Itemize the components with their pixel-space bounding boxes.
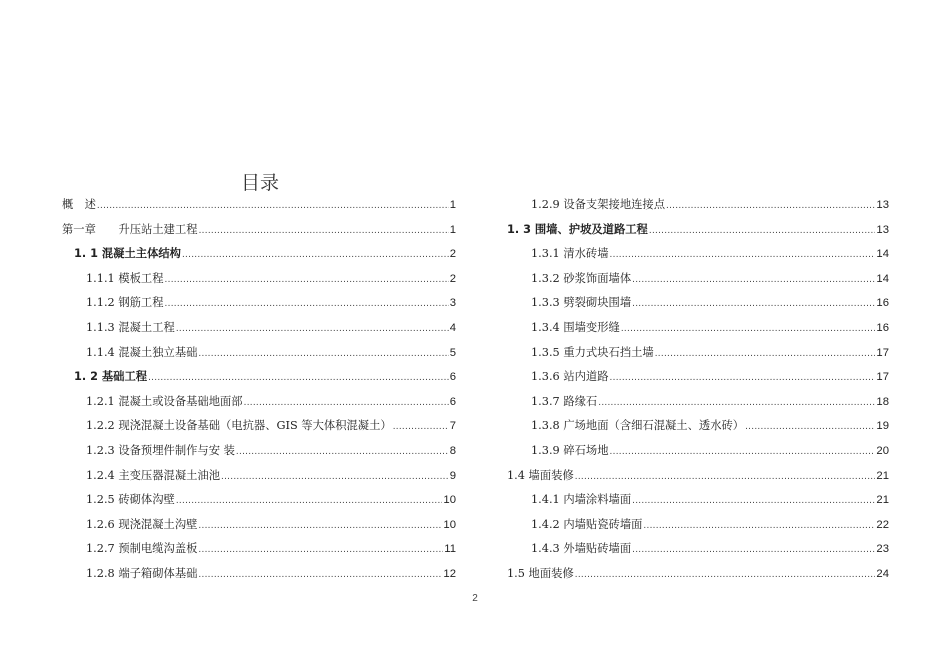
page-number: 2 <box>472 593 478 604</box>
toc-title: 目录 <box>240 172 279 194</box>
toc-entry-page: 23 <box>876 543 889 556</box>
toc-entry-page: 18 <box>876 395 889 408</box>
toc-entry-label: 1.2.9 设备支架接地连接点 <box>531 198 666 211</box>
toc-entry-label: 1.2.7 预制电缆沟盖板 <box>86 542 198 556</box>
toc-entry-label: 1.2.1 混凝土或设备基础地面部 <box>86 394 243 408</box>
toc-entry-label: 1.1.4 混凝土独立基础 <box>86 345 198 359</box>
toc-entry[interactable] <box>62 221 456 246</box>
toc-entry-label: 1.1.2 钢筋工程 <box>86 296 164 310</box>
toc-entry[interactable] <box>507 344 889 369</box>
toc-entry[interactable] <box>62 491 456 516</box>
dot-leader <box>198 348 448 359</box>
toc-entry-page: 14 <box>876 272 889 285</box>
dot-leader <box>610 249 876 260</box>
toc-entry[interactable] <box>62 245 456 270</box>
toc-entry[interactable] <box>62 319 456 344</box>
toc-entry-label: 1.3.2 砂浆饰面墙体 <box>531 271 632 285</box>
toc-entry[interactable] <box>62 393 456 418</box>
toc-entry[interactable] <box>62 442 456 467</box>
toc-entry[interactable] <box>62 294 456 319</box>
toc-entry-page: 14 <box>876 248 889 261</box>
dot-leader <box>165 298 449 309</box>
toc-entry-page: 7 <box>449 420 456 433</box>
toc-entry-page: 4 <box>449 321 456 334</box>
toc-entry-label: 1.4.2 内墙贴瓷砖墙面 <box>531 517 643 531</box>
toc-entry[interactable] <box>62 270 456 295</box>
dot-leader <box>666 200 875 211</box>
toc-entry-label: 1.1.3 混凝土工程 <box>86 320 175 334</box>
dot-leader <box>598 397 875 408</box>
dot-leader <box>176 495 443 506</box>
toc-entry[interactable] <box>507 221 889 246</box>
dot-leader <box>575 569 876 580</box>
toc-entry[interactable] <box>507 393 889 418</box>
toc-entry-page: 3 <box>449 297 456 310</box>
toc-entry[interactable] <box>507 442 889 467</box>
toc-entry-page: 11 <box>444 543 456 556</box>
toc-entry[interactable] <box>507 319 889 344</box>
toc-entry[interactable] <box>62 196 456 221</box>
toc-entry-label: 1.3.7 路缘石 <box>531 394 598 408</box>
toc-entry-label: 1.3.9 碎石场地 <box>531 443 609 457</box>
toc-entry[interactable] <box>62 368 456 393</box>
dot-leader <box>176 323 449 334</box>
toc-entry-page: 1 <box>449 199 456 211</box>
dot-leader <box>632 298 875 309</box>
toc-entry-label: 1.4.3 外墙贴砖墙面 <box>531 542 632 556</box>
toc-entry[interactable] <box>507 491 889 516</box>
toc-entry-page: 17 <box>876 371 889 384</box>
dot-leader <box>182 249 449 260</box>
toc-entry-page: 22 <box>876 518 889 531</box>
toc-entry[interactable] <box>507 540 889 565</box>
toc-entry-page: 10 <box>443 518 456 531</box>
toc-entry-label: 1. 3 围墙、护坡及道路工程 <box>507 222 648 236</box>
toc-entry-page: 5 <box>449 346 456 359</box>
toc-entry-label: 1.2.8 端子箱砌体基础 <box>86 566 198 580</box>
dot-leader <box>198 520 442 531</box>
toc-entry-label: 1.4.1 内墙涂料墙面 <box>531 493 632 507</box>
toc-entry-label: 1.5 地面装修 <box>507 566 574 580</box>
toc-entry[interactable] <box>507 294 889 319</box>
toc-entry-page: 21 <box>876 494 889 507</box>
toc-entry-page: 6 <box>449 395 456 408</box>
toc-entry[interactable] <box>507 368 889 393</box>
dot-leader <box>621 323 876 334</box>
toc-entry-label: 1.3.3 劈裂砌块围墙 <box>531 296 632 310</box>
toc-entry-page: 10 <box>443 494 456 507</box>
toc-entry-label: 1. 2 基础工程 <box>74 370 148 384</box>
toc-entry[interactable] <box>62 344 456 369</box>
toc-entry-label: 1.2.6 现浇混凝土沟壁 <box>86 517 198 531</box>
toc-entry-label: 1.3.6 站内道路 <box>531 370 609 384</box>
toc-entry-page: 20 <box>876 444 889 457</box>
dot-leader <box>221 471 449 482</box>
toc-entry-page: 6 <box>449 371 456 384</box>
dot-leader <box>632 544 875 555</box>
toc-entry-page: 16 <box>876 297 889 310</box>
toc-entry[interactable] <box>62 516 456 541</box>
dot-leader <box>236 446 449 457</box>
toc-entry[interactable] <box>507 270 889 295</box>
toc-entry-label: 第一章 升压站土建工程 <box>62 222 198 236</box>
toc-entry[interactable] <box>62 540 456 565</box>
toc-entry-label: 1.3.1 清水砖墙 <box>531 247 609 261</box>
dot-leader <box>610 372 876 383</box>
toc-entry-label: 1.3.8 广场地面（含细石混凝土、透水砖） <box>531 419 745 433</box>
toc-entry-label: 1.3.4 围墙变形缝 <box>531 320 620 334</box>
toc-entry-label: 1.2.3 设备预埋件制作与安 装 <box>86 443 235 457</box>
toc-entry-page: 1 <box>449 223 456 236</box>
dot-leader <box>165 274 449 285</box>
toc-entry[interactable] <box>507 417 889 442</box>
dot-leader <box>632 274 875 285</box>
dot-leader <box>745 421 875 432</box>
dot-leader <box>575 471 876 482</box>
dot-leader <box>393 421 449 432</box>
toc-entry-label: 概 述 <box>62 198 96 211</box>
toc-left-column <box>62 196 456 590</box>
dot-leader <box>198 544 443 555</box>
toc-entry-label: 1.4 墙面装修 <box>507 468 574 482</box>
dot-leader <box>649 225 876 236</box>
toc-entry[interactable] <box>507 196 889 221</box>
toc-entry-page: 2 <box>449 272 456 285</box>
dot-leader <box>97 200 449 211</box>
toc-entry[interactable] <box>62 565 456 590</box>
dot-leader <box>643 520 875 531</box>
dot-leader <box>148 372 449 383</box>
toc-entry[interactable] <box>62 417 456 442</box>
toc-entry-label: 1.3.5 重力式块石挡土墙 <box>531 345 654 359</box>
toc-entry-page: 17 <box>876 346 889 359</box>
toc-entry-label: 1.2.5 砖砌体沟壁 <box>86 493 175 507</box>
toc-entry-page: 9 <box>449 469 456 482</box>
toc-entry[interactable] <box>507 516 889 541</box>
toc-entry[interactable] <box>62 467 456 492</box>
toc-entry-page: 19 <box>876 420 889 433</box>
toc-entry-page: 12 <box>443 567 456 580</box>
toc-entry-page: 21 <box>876 469 889 482</box>
toc-right-column <box>507 196 889 590</box>
dot-leader <box>632 495 875 506</box>
toc-entry[interactable] <box>507 565 889 590</box>
toc-entry-page: 8 <box>449 444 456 457</box>
toc-entry[interactable] <box>507 467 889 492</box>
toc-entry-label: 1.2.4 主变压器混凝土油池 <box>86 468 221 482</box>
dot-leader <box>655 348 876 359</box>
toc-entry-label: 1.2.2 现浇混凝土设备基础（电抗器、GIS 等大体积混凝土） <box>86 419 392 433</box>
toc-entry-page: 13 <box>876 223 889 236</box>
toc-entry-page: 2 <box>449 248 456 261</box>
toc-entry-page: 13 <box>876 199 889 211</box>
toc-entry-page: 16 <box>876 321 889 334</box>
dot-leader <box>610 446 876 457</box>
dot-leader <box>244 397 449 408</box>
dot-leader <box>198 569 442 580</box>
toc-entry-label: 1. 1 混凝土主体结构 <box>74 247 181 261</box>
toc-entry-label: 1.1.1 模板工程 <box>86 271 164 285</box>
toc-entry[interactable] <box>507 245 889 270</box>
dot-leader <box>199 225 449 236</box>
toc-entry-page: 24 <box>876 567 889 580</box>
